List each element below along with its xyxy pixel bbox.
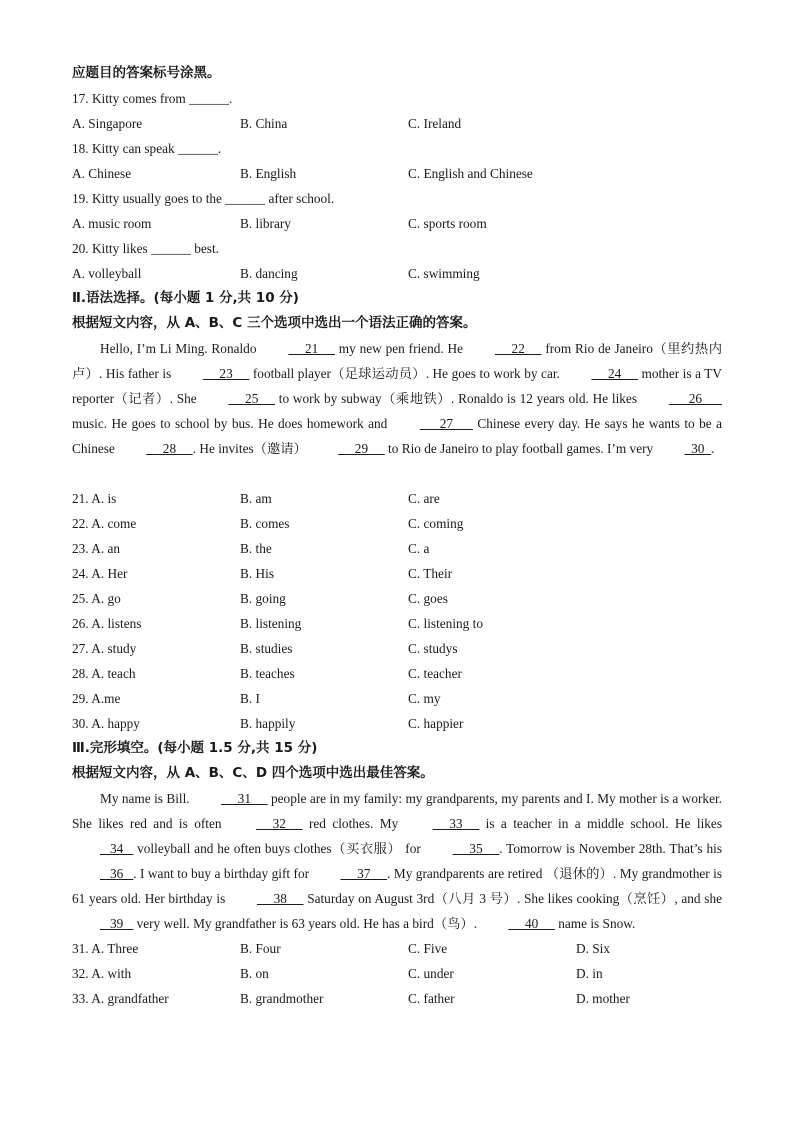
- answer-option: C. coming: [408, 516, 464, 531]
- answer-option: C. Their: [408, 566, 453, 581]
- answer-option: C. under: [408, 966, 454, 981]
- answer-option: 33. A. grandfather: [72, 991, 169, 1006]
- answer-option: 28. A. teach: [72, 666, 136, 681]
- answer-option: 22. A. come: [72, 516, 137, 531]
- answer-blank: 34: [100, 841, 134, 856]
- answer-option: B. grandmother: [240, 991, 324, 1006]
- answer-option: C. goes: [408, 591, 448, 606]
- answer-option: B. am: [240, 491, 272, 506]
- section2-passage: Hello, I’m Li Ming. Ronaldo 21 my new pen friend. He 22 from Rio de Janeiro（里约热内卢）. His father is 23 football player（足球运动员）. He goes to work by car. 24 mother is a TV reporter（记者）. She 25 to work by subway（乘地铁）. Ronaldo is 12 years old. He likes 26 music. He goes to school by bus. He does homework and 27 Chinese every day. He says he wants to be a Chinese 28 . He invites（邀请） 29 to Rio de Janeiro to play football games. I’m very 30 .: [72, 336, 722, 461]
- answer-blank: 31: [221, 791, 268, 806]
- answer-option: C. Five: [408, 941, 448, 956]
- answer-option: 29. A.me: [72, 691, 121, 706]
- answer-option: B. Four: [240, 941, 281, 956]
- answer-blank: 40: [508, 916, 555, 931]
- answer-option: B. studies: [240, 641, 293, 656]
- answer-option: B. library: [240, 216, 291, 231]
- answer-blank: 21: [288, 341, 335, 356]
- answer-option: C. studys: [408, 641, 458, 656]
- answer-option: 21. A. is: [72, 491, 117, 506]
- answer-blank: 29: [338, 441, 385, 456]
- answer-option: 30. A. happy: [72, 716, 140, 731]
- answer-blank: 25: [228, 391, 275, 406]
- question-options: [72, 211, 732, 236]
- answer-option: 24. A. Her: [72, 566, 128, 581]
- answer-blank: 37: [340, 866, 388, 881]
- answer-blank: 38: [256, 891, 304, 906]
- question-stem: 19. Kitty usually goes to the ______ after school.: [72, 191, 335, 206]
- answer-option: A. Chinese: [72, 166, 132, 181]
- answer-option: B. His: [240, 566, 274, 581]
- cloze-question-row: [72, 986, 732, 1011]
- answer-option: B. on: [240, 966, 269, 981]
- answer-option: C. swimming: [408, 266, 480, 281]
- grammar-question-row: [72, 486, 732, 511]
- answer-option: B. dancing: [240, 266, 298, 281]
- answer-option: C. my: [408, 691, 441, 706]
- answer-blank: 33: [432, 816, 480, 831]
- grammar-question-row: [72, 661, 732, 686]
- answer-option: B. comes: [240, 516, 290, 531]
- grammar-question-row: [72, 711, 732, 736]
- answer-option: D. in: [576, 966, 603, 981]
- section3-title: Ⅲ.完形填空。(每小题 1.5 分,共 15 分): [72, 740, 318, 756]
- answer-option: B. listening: [240, 616, 302, 631]
- answer-option: C. a: [408, 541, 430, 556]
- grammar-question-row: [72, 636, 732, 661]
- answer-blank: 35: [452, 841, 500, 856]
- answer-option: C. sports room: [408, 216, 487, 231]
- section2-instruction: 根据短文内容，从 A、B、C 三个选项中选出一个语法正确的答案。: [72, 315, 477, 331]
- answer-option: 27. A. study: [72, 641, 137, 656]
- answer-option: D. mother: [576, 991, 630, 1006]
- answer-option: 26. A. listens: [72, 616, 142, 631]
- answer-blank: 28: [146, 441, 193, 456]
- section3-passage: My name is Bill. 31 people are in my family: my grandparents, my parents and I. My mother is a worker. She likes red and is often 32 red clothes. My 33 is a teacher in a middle school. He likes 34 volleyball and he often buys clothes（买衣服） for 35 . Tomorrow is November 28th. That’s his 36 . I want to buy a birthday gift for 37 . My grandparents are retired （退休的）. My grandmother is 61 years old. Her birthday is 38 Saturday on August 3rd（八月 3 号）. She likes cooking（烹饪）, and she 39 very well. My grandfather is 63 years old. He has a bird（鸟）. 40 name is Snow.: [72, 786, 722, 936]
- answer-blank: 22: [494, 341, 542, 356]
- question-stem: 20. Kitty likes ______ best.: [72, 241, 219, 256]
- section3-instruction: 根据短文内容，从 A、B、C、D 四个选项中选出最佳答案。: [72, 765, 434, 781]
- answer-option: C. happier: [408, 716, 464, 731]
- question-stem: 18. Kitty can speak ______.: [72, 141, 222, 156]
- answer-blank: 30: [684, 441, 712, 456]
- question-options: [72, 161, 732, 186]
- answer-blank: 24: [591, 366, 638, 381]
- answer-option: A. music room: [72, 216, 152, 231]
- intro-line: 应题目的答案标号涂黑。: [72, 65, 221, 81]
- question-options: [72, 261, 732, 286]
- answer-option: C. teacher: [408, 666, 462, 681]
- answer-option: A. volleyball: [72, 266, 142, 281]
- answer-blank: 27: [419, 416, 473, 431]
- answer-option: C. English and Chinese: [408, 166, 533, 181]
- answer-option: C. listening to: [408, 616, 483, 631]
- answer-blank: 36: [100, 866, 134, 881]
- answer-option: B. English: [240, 166, 297, 181]
- answer-option: D. Six: [576, 941, 610, 956]
- answer-option: C. Ireland: [408, 116, 462, 131]
- grammar-question-row: [72, 586, 732, 611]
- answer-option: B. happily: [240, 716, 296, 731]
- answer-blank: 23: [202, 366, 250, 381]
- answer-option: B. the: [240, 541, 272, 556]
- answer-option: 32. A. with: [72, 966, 132, 981]
- grammar-question-row: [72, 686, 732, 711]
- answer-option: A. Singapore: [72, 116, 143, 131]
- answer-blank: 39: [100, 916, 134, 931]
- answer-option: C. father: [408, 991, 455, 1006]
- question-options: [72, 111, 732, 136]
- answer-option: B. teaches: [240, 666, 295, 681]
- answer-option: B. China: [240, 116, 288, 131]
- answer-option: 31. A. Three: [72, 941, 139, 956]
- grammar-question-row: [72, 611, 732, 636]
- answer-option: B. going: [240, 591, 286, 606]
- cloze-question-row: [72, 936, 732, 961]
- answer-option: B. I: [240, 691, 260, 706]
- section2-title: Ⅱ.语法选择。(每小题 1 分,共 10 分): [72, 290, 299, 306]
- question-stem: 17. Kitty comes from ______.: [72, 91, 233, 106]
- grammar-question-row: [72, 536, 732, 561]
- grammar-question-row: [72, 561, 732, 586]
- answer-option: 23. A. an: [72, 541, 121, 556]
- answer-option: 25. A. go: [72, 591, 121, 606]
- answer-option: C. are: [408, 491, 440, 506]
- grammar-question-row: [72, 511, 732, 536]
- answer-blank: 26: [668, 391, 722, 406]
- answer-blank: 32: [255, 816, 303, 831]
- cloze-question-row: [72, 961, 732, 986]
